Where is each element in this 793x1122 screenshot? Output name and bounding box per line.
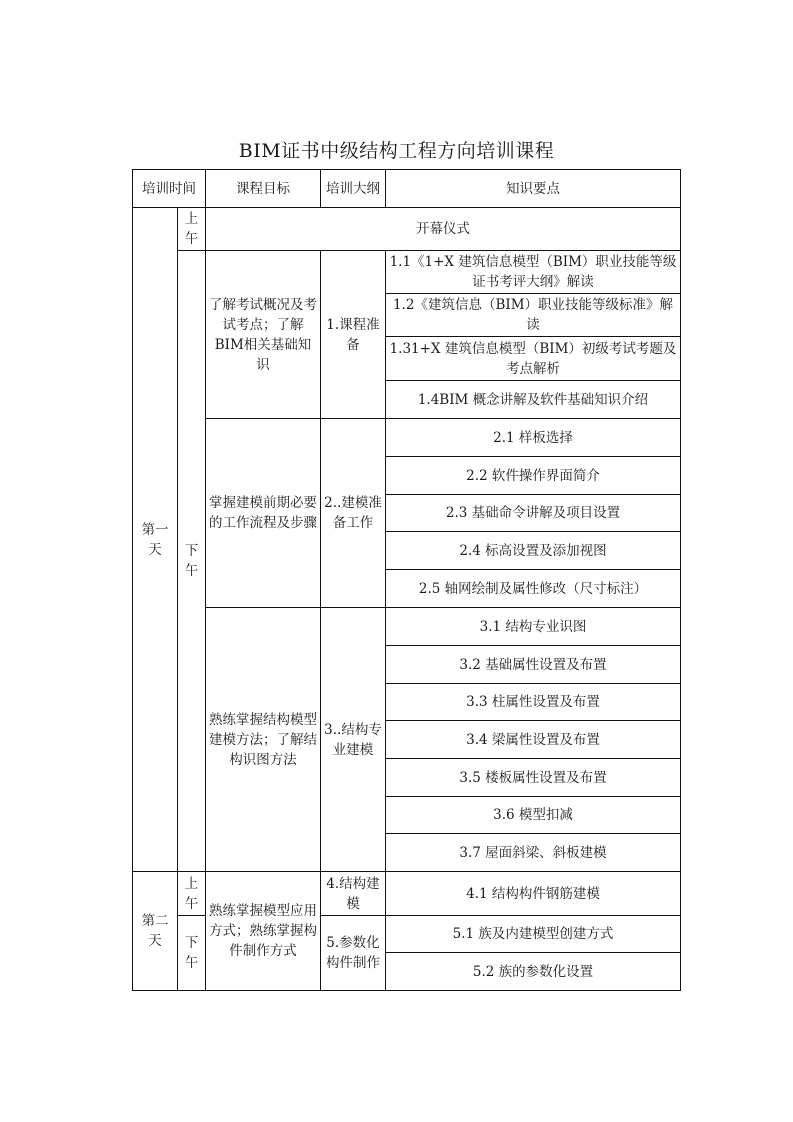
- point-cell: 5.2 族的参数化设置: [386, 953, 681, 991]
- point-cell: 4.1 结构构件钢筋建模: [386, 872, 681, 916]
- point-cell: 3.2 基础属性设置及布置: [386, 646, 681, 684]
- opening-ceremony: 开幕仪式: [206, 208, 681, 251]
- point-cell: 2.4 标高设置及添加视图: [386, 532, 681, 570]
- point-cell: 3.1 结构专业识图: [386, 608, 681, 646]
- point-cell: 3.6 模型扣减: [386, 797, 681, 834]
- point-cell: 2.5 轴网绘制及属性修改（尺寸标注）: [386, 570, 681, 608]
- day2-morning: 上午: [178, 872, 206, 916]
- header-points: 知识要点: [386, 170, 681, 208]
- document-title: BIM证书中级结构工程方向培训课程: [238, 140, 555, 162]
- point-cell: 1.1《1+X 建筑信息模型（BIM）职业技能等级证书考评大纲》解读: [386, 251, 681, 294]
- day2-label: 第二天: [133, 872, 178, 991]
- header-goal: 课程目标: [206, 170, 321, 208]
- goal-cell: 熟练掌握结构模型建模方法；了解结构识图方法: [206, 608, 321, 872]
- header-time: 培训时间: [133, 170, 206, 208]
- outline-cell: 1.课程准备: [321, 251, 386, 419]
- goal-cell: 掌握建模前期必要的工作流程及步骤: [206, 419, 321, 608]
- day2-afternoon: 下午: [178, 916, 206, 991]
- goal-cell: 了解考试概况及考试考点；了解BIM相关基础知识: [206, 251, 321, 419]
- course-table: [132, 169, 681, 991]
- outline-cell: 3..结构专业建模: [321, 608, 386, 872]
- point-cell: 3.5 楼板属性设置及布置: [386, 759, 681, 797]
- header-outline: 培训大纲: [321, 170, 386, 208]
- point-cell: 1.2《建筑信息（BIM）职业技能等级标准》解读: [386, 294, 681, 337]
- table-row: [133, 251, 681, 294]
- header-row: [133, 170, 681, 208]
- table-row: [133, 419, 681, 457]
- point-cell: 3.3 柱属性设置及布置: [386, 684, 681, 721]
- point-cell: 3.7 屋面斜梁、斜板建模: [386, 834, 681, 872]
- point-cell: 2.1 样板选择: [386, 419, 681, 457]
- day1-morning: 上午: [178, 208, 206, 251]
- outline-cell: 5.参数化构件制作: [321, 916, 386, 991]
- point-cell: 5.1 族及内建模型创建方式: [386, 916, 681, 953]
- point-cell: 1.4BIM 概念讲解及软件基础知识介绍: [386, 381, 681, 419]
- goal-cell: 熟练掌握模型应用方式；熟练掌握构件制作方式: [206, 872, 321, 991]
- table-row: [133, 872, 681, 916]
- point-cell: 2.2 软件操作界面简介: [386, 457, 681, 495]
- table-row: [133, 208, 681, 251]
- day1-label: 第一天: [133, 208, 178, 872]
- day1-afternoon: 下午: [178, 251, 206, 872]
- outline-cell: 2..建模准备工作: [321, 419, 386, 608]
- outline-cell: 4.结构建模: [321, 872, 386, 916]
- point-cell: 1.31+X 建筑信息模型（BIM）初级考试考题及考点解析: [386, 337, 681, 381]
- point-cell: 2.3 基础命令讲解及项目设置: [386, 495, 681, 532]
- table-row: [133, 608, 681, 646]
- point-cell: 3.4 梁属性设置及布置: [386, 721, 681, 759]
